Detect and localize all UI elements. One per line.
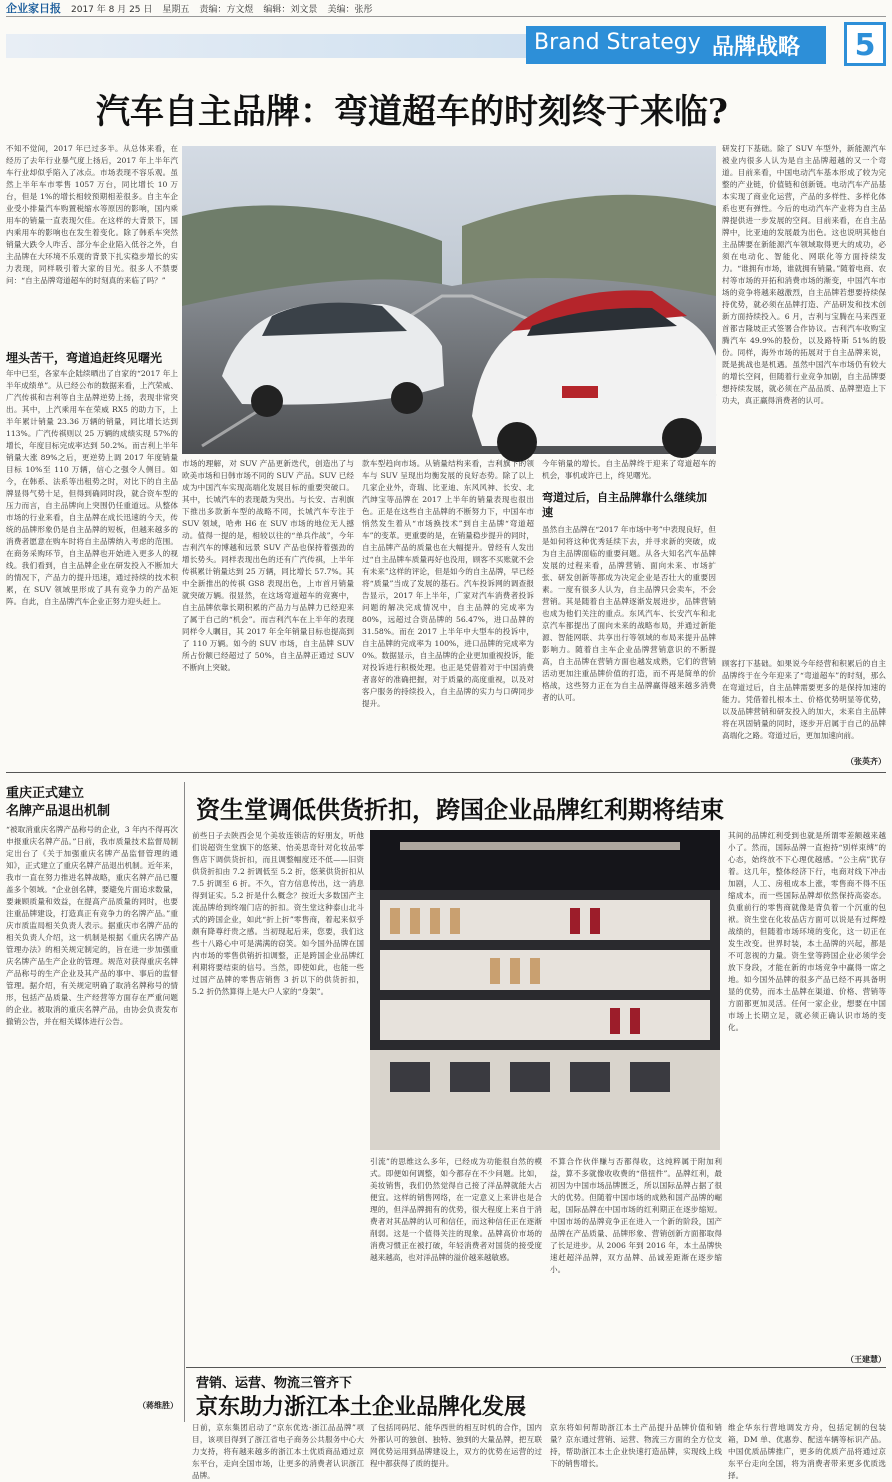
section-english-title: Brand Strategy xyxy=(534,30,701,55)
newspaper-name: 企业家日报 xyxy=(6,2,61,15)
editor-credit: 责编：方文煜 xyxy=(199,4,254,15)
article3-title: 京东助力浙江本土企业品牌化发展 xyxy=(196,1394,527,1420)
article1-col4-top: 今年销量的增长。自主品牌终于迎来了弯道超车的机会，事机或许已上，终见曙光。 xyxy=(542,459,716,480)
sidebar-byline: （蒋维胜） xyxy=(138,1400,178,1410)
sidebar-title-line1: 重庆正式建立 xyxy=(6,786,85,801)
art-editor-credit: 美编：张彤 xyxy=(327,4,373,15)
banner-gradient xyxy=(6,34,526,58)
section-banner xyxy=(6,20,886,68)
article1-col3: 款车型趋向市场。从销量结构来看，吉利旗下的领车与 SUV 呈现出均衡发展的良好态势。除了以上几家企业外，奇瑞、比亚迪、东风风神、长安、北汽绅宝等品牌在 2017 上半年的销量表现也很出色。正是在这些自主品牌的不断努力下，中国车市悄然发生着从“市场换技术”到自主品牌“弯道超车”的变革。更重要的是，在销量稳步提升的同时，自主品牌产品的质量也在大幅提升。曾经有人发出过“自主品牌车质量再好也没用，顾客不买账就不会有未来”这样的评论，但是如今的自主品牌，早已经将“质量”当成了发展的基石。汽车投诉网的调查报告显示，2017 年上半年，广家对汽车消费者投诉问题的解决完成情况中，自主品牌的完成率为 80%，远超过合资品牌的 56.47%，进口品牌的 31.58%。而在 2017 上半年中大型车的投诉中，自主品牌的完成率为 100%，进口品牌的完成率为 0%。数据显示，自主品牌的企业更加重视投诉，能对投诉进行积极处理。也正是凭借着对于中国消费者喜好的准确把握，对于质量的高度重视，以及对客户服务的持续投入，自主品牌的实力与口碑同步提升。 xyxy=(362,459,534,708)
article2-byline: （王建慧） xyxy=(846,1354,886,1364)
article2-col1: 前些日子去陕西会见个美妆连锁店的好朋友，听他们说超资生堂旗下的悠莱、怡美思奇针对化妆品零售店下调供货折扣，而且调整幅度还不低——旧资供货折扣由 7.2 折调低至 5.2 折，悠莱供货折扣从 7.5 折调至 6 折。不久，官方信息传出，这一消息得到证实。5.2 折是什么概念？按近大多数国产主流品牌给到终端门店的折扣。资生堂这种泰山北斗式的跨国企业，如此“折上折”零售商，着起来似乎颇有降尊纡贵之感。当初现起后来，您要，我们这些十八路心中可是满满的窃笑。如今国外品牌在国内市场的零售供销折扣调整，正是跨国企业品牌红利期将要结束的信号。当然，即使如此，也能一些过国产品牌的零售店销售 3 折以下的供货折扣，5.2 折仍然算得上是大户人家的“身架”。 xyxy=(192,831,364,996)
article1-col5: 研发打下基础。除了 SUV 车型外，新能源汽车被业内很多人认为是自主品牌超越的又一个弯道。目前来看，中国电动汽车基本形成了较为完整的产业链，价值链和创新链。电动汽车产品基本实现了商业化运营，产品的多样性、多样化体系也更有弹性。今后的电动汽车产业将为自主品牌提供进一步发展的空间。目前来看，在自主品牌中，比亚迪的发展最为出色。这也说明其他自主品牌要在新能源汽车领域取得更大的成功，必须在电动化、智能化、网联化等方面持续发力。“谁拥有市场，谁就拥有销量。”随着电商、农村等市场的开拓和消费市场的渐变，中国汽车市场的竞争将越来越激烈，自主品牌若想要持续保持优势，就必须在品牌打造、产品研发和技术创新方面持续投入。6 月，吉利与宝腾在马来西亚首都吉隆坡正式签署合作协议。吉利汽车收购宝腾汽车 49.9%的股份，以及路特斯 51%的股份。同样，海外市场的拓展对于自主品牌来说，既是挑战也是机遇。虽然中国汽车市场仍有较大的增长空间，但随着行业竞争加剧，自主品牌要想持续发展，就必须在产品品质、品牌塑造上下功夫，真正赢得消费者的认可。 xyxy=(722,144,886,405)
page-header xyxy=(6,0,886,17)
cosmetics-store-photo xyxy=(370,830,720,1150)
article3-col4: 维企华东行营地调发方舟，包括定制的包装箱，DM 单、优惠券、配送车辆等标识产品。中国优质品牌推广，更多的优质产品将通过京东平台走向全国，将为消费者带来更多优质选择。 xyxy=(728,1423,886,1480)
article2-title: 资生堂调低供货折扣，跨国企业品牌红利期将结束 xyxy=(196,795,724,824)
article1-byline: （张英齐） xyxy=(846,756,886,766)
article1-title: 汽车自主品牌：弯道超车的时刻终于来临? xyxy=(96,92,728,132)
article1-subhead-1: 埋头苦干，弯道追赶终见曙光 xyxy=(6,351,163,365)
article1-lead: 不知不觉间，2017 年已过多半。从总体来看，在经历了去年行业暴气度上扬后，2017 年上半年汽车行业却似乎陷入了冰点。市场表现不容乐观。虽然上半年车市零售 1057 万台，同比增长 10 万台，但是 1%的增长相较预期相差很多。自主车企业受小排量汽车购置税缩水等原因的影响，国内乘用车的销量一直表现欠佳。在这样的大背景下，国内乘用车的影响也在发生着变化。除了韩系车突然销量大跌令人咋舌、部分车企业陷入低谷之外，自主品牌在大环境不乐观的背景下扎实稳步增长的实力表现，同样吸引着大家的目光。很多人不禁要问：“自主品牌弯道超车的时刻真的来临了吗？” xyxy=(6,144,178,285)
sidebar-vertical-divider xyxy=(184,782,185,1422)
article1-col1: 年中已至，各家车企陆续晒出了自家的“2017 年上半年成绩单”。从已经公布的数据来看，上汽荣威、广汽传祺和吉利等自主品牌逆势上扬，表现非常突出。其中，上汽乘用车在荣威 RX5 的助力下，上半年累计销量 23.36 万辆的销量，同比增长达到 113%。广汽传祺则以 25 万辆的成绩实现 57%的增长，年度目标完成率达到 50.2%。而吉利上半年销量大涨 89%之后，更逆势上调 2017 年度销量目标 10%至 110 万辆，信心之强令人侧目。如今，在韩系、法系等出租势之时，对比下的自主品牌显得气势十足，但得到确同时段，就合资车型的压力而言，自主品牌向上突围仍任重道远。从整体市场的行业来看，自主品牌在成长迅速的今天，传统的品牌形象仍是自主品牌的短板，但越来越多的消费者愿意在购车时将自主品牌纳入考虑的范围。在商务采购环节，自主品牌也开始进入更多人的视线。我们看到，自主品牌企业在研发投入不断加大的情况下，产品力的提升迅速，通过持续的技术积累，在 SUV 领域里形成了具有竞争力的产品矩阵。自此，自主品牌汽车企业正努力迎头赶上。 xyxy=(6,369,178,606)
sidebar-title-line2: 名牌产品退出机制 xyxy=(6,804,111,819)
article3-col1: 日前，京东集团启动了“京东优选·浙江品品牌”项目，该项目得到了浙江省电子商务公共服务中心大力支持，将有越来越多的浙江本土优质商品通过京东平台，走向全国市场，让更多的消费者认识浙江品牌。 xyxy=(192,1423,364,1480)
copy-editor-credit: 编辑：刘文景 xyxy=(263,4,318,15)
article1-col6: 顾客打下基础。如果说今年经营和积累后的自主品牌终于在今年迎来了“弯道超车”的时刻，那么在弯道过后，自主品牌需要更多的是保持加速的能力。凭借着扎根本土、价格优势明显等优势，以及品牌营销和研发投入的加大，未来自主品牌将在巩固销量的同时，逐步开启属于自己的品牌高端化之路。弯道过后，更加加速向前。 xyxy=(722,659,886,740)
sidebar-body: “被取消重庆名牌产品称号的企业，3 年内不得再次申报重庆名牌产品。”日前，我市质量技术监督局制定出台了《关于加强重庆名牌产品监督管理的通知》，正式建立了重庆名牌产品退出机制。近年来，我市一直在努力推进名牌战略，重庆名牌产品已覆盖多个领域。“企业创名牌，要避免片面追求数量，要兼顾质量和效益，在提高产品质量的同时，也要注重品牌建设，打造真正有竞争力的名牌产品。”重庆市质监局相关负责人表示。据重庆市名牌产品的相关负责人介绍，这一机制是根据《重庆名牌产品管理办法》的相关规定制定的，旨在进一步加强重庆名牌产品生产企业的管理。规范对获得重庆名牌产品称号的生产企业及其产品的事中、事后的监督管理。据介绍，有关规定明确了取消名牌称号的情形，包括产品质量、生产经营等方面存在严重问题的企业。被取消的重庆名牌产品，由协会负责发布撤销公告，并在相关媒体进行公告。 xyxy=(6,825,178,1026)
article3-col3: 京东将如何帮助浙江本土产品提升品牌价值和销量？京东通过营销、运营、物流三方面的全方位支持，帮助浙江本土企业快速打造品牌，实现线上线下的销售增长。 xyxy=(550,1423,722,1468)
page-number: 5 xyxy=(844,22,886,66)
issue-date: 2017 年 8 月 25 日 xyxy=(71,4,153,15)
article1-subhead-2: 弯道过后，自主品牌靠什么继续加速 xyxy=(542,491,707,519)
section-chinese-title: 品牌战略 xyxy=(712,35,801,60)
article2-col3: 不算合作伙伴赚与否都得收，这纯粹属于附加利益，算不多就像收收费的“借扭件”。品牌红利，最初因为中国市场品牌匮乏，所以国际品牌占据了很大的优势。但随着中国市场的成熟和国产品牌的崛起，国际品牌在中国市场的红利期正在逐步缩短。中国市场的品牌竞争正在进入一个新的阶段，国产品牌在产品质量、品牌形象、营销创新方面都取得了长足进步。从 2006 年到 2016 年，本土品牌快速赶超洋品牌，双方品牌、品诚差距渐在逐步缩小。 xyxy=(550,1157,722,1274)
issue-weekday: 星期五 xyxy=(162,4,190,15)
divider-2 xyxy=(186,1367,886,1368)
divider-1 xyxy=(6,772,886,773)
article1-col4: 虽然自主品牌在“2017 年市场中考”中表现良好，但是如何将这种优秀延续下去，并寻求新的突破，成为自主品牌面临的重要问题。从各大知名汽车品牌发展的过程来看，品牌营销、面向未来、市场扩张、研发创新等都成为决定企业是否壮大的重要因素。一度有很多人认为，自主品牌只会卖车，不会营销。其是随着自主品牌逐渐发展进步，品牌营销也成为他们关注的重点。东风汽车、长安汽车和北京汽车都提出了面向未来的战略布局，并通过新能源、智能网联、共享出行等领域的布局来提升品牌影响力。随着自主车企业品牌营销意识的不断提高，自主品牌在营销方面也越发成熟，它们的营销活动更加注重品牌价值的打造，而不再是简单的价格战，这些努力正在为自主品牌赢得越来越多消费者的认可。 xyxy=(542,525,716,702)
article2-col2: 引流”的思维这么多年，已经成为功能很自然的模式。即便如何调整，如今都存在不少问题。比如，美妆销售，我们仍然觉得自己接了洋品牌就能大占便宜。这样的销售网络，在一定意义上来讲也是合理的，但洋品牌拥有的优势，很大程度上来自于消费者对其品牌的认可和信任，而这种信任正在逐渐削弱。这是一个值得关注的现象。品牌高价市场的消费习惯正在被打破，年轻消费者对国货的接受度越来越高，也对洋品牌的溢价越来越敏感。 xyxy=(370,1157,542,1262)
article2-col4: 其间的品牌红利受到也就是所谓零差额越来越小了。然而，国际品牌一直抱持“别样束缚”的心态，始终放不下心理优越感。“公主病”犹存着。这几年，整体经济下行，电商对线下冲击加剧，人工、房租成本上涨，零售商不得不压缩成本，而一些国际品牌却依然保持高姿态。负重前行的零售商就像是背负着一个沉重的包袱。资生堂在化妆品店方面可以说是有过辉煌战绩的，但随着市场环境的变化，这一切正在发生改变。世界时装，本土品牌的兴起，都是不可忽视的力量。资生堂等跨国企业必须学会放下身段，才能在新的市场竞争中赢得一席之地。如今国外品牌的很多产品已经不再具备明显的优势，而本土品牌在渠道、价格、营销等方面都更加灵活。任何一家企业，想要在中国市场上长期立足，就必须正确认识市场的变化。 xyxy=(728,831,886,1032)
article3-col2: 了包括同码尼、能华西世的相互时机的合作，国内外都认可的独创、独特、独到的大量品牌，把互联网优势运用到品牌建设上，双方的优势在运营的过程中都获得了质的提升。 xyxy=(370,1423,542,1468)
article1-col2: 市场的理解，对 SUV 产品更新迭代，创造出了与欧美市场和日韩市场不同的 SUV 产品。SUV 已经成为中国汽车实现高端化发展目标的重要突破口。其中，长城汽车的表现最为突出。与长安、吉利旗下推出多款新车型的战略不同，长城汽车专注于 SUV 领域，哈弗 H6 在 SUV 市场的地位无人撼动。值得一提的是，相较以往的“单兵作战”，今年吉利汽车的博越和远景 SUV 产品也保持着强劲的增长势头。同样表现出色的还有广汽传祺，上半年传祺累计销量达到 25 万辆，同比增长 57.7%。其中全新推出的传祺 GS8 表现出色，上市首月销量就突破万辆。很显然，在这场弯道超车的竞赛中，自主品牌依靠长期积累的产品力与品牌力已经迎来了属于自己的“机会”。而吉利汽车在上半年的表现同样令人瞩目，其 2017 年全年销量目标也提高到了 110 万辆。如今的 SUV 市场，自主品牌 SUV 所占份额已经超过了 50%，自主品牌正通过 SUV 不断向上突破。 xyxy=(182,459,354,672)
article3-kicker: 营销、运营、物流三管齐下 xyxy=(196,1376,353,1391)
cars-on-road-photo xyxy=(182,146,716,454)
